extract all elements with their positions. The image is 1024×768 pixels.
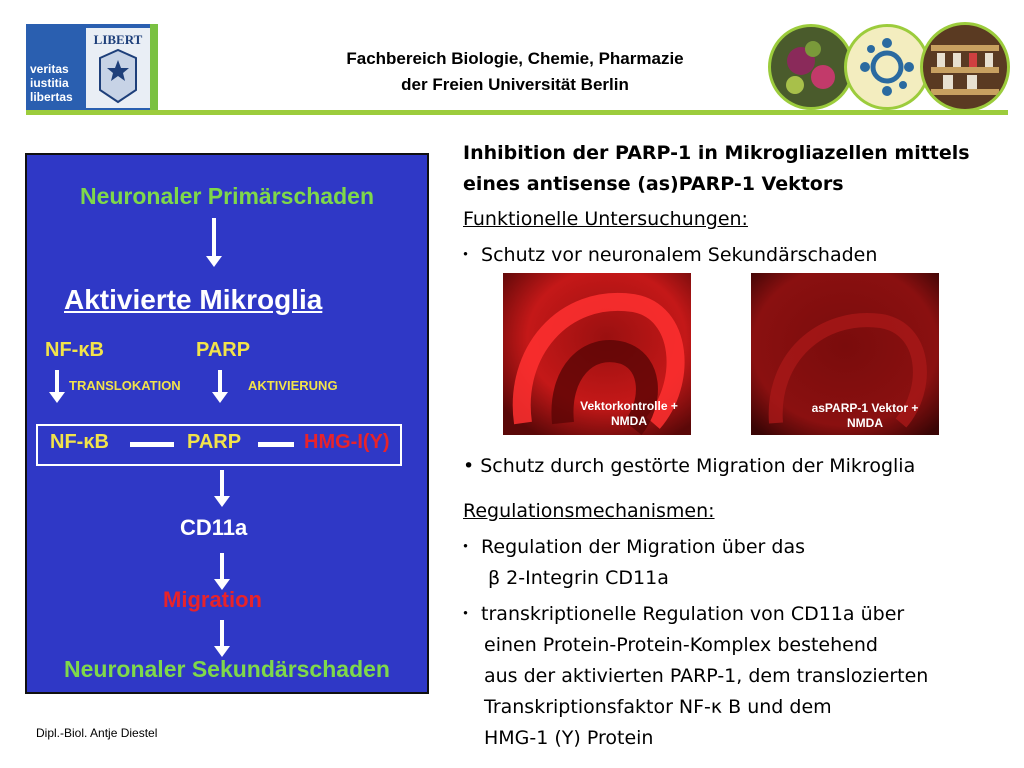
bullet-migration-disruption: • Schutz durch gestörte Migration der Mikroglia [463, 455, 916, 477]
slide-title-line1: Inhibition der PARP-1 in Mikrogliazellen mittels [463, 142, 970, 164]
complex-nfkb-label: NF-κB [50, 431, 109, 453]
bond-line [130, 442, 174, 447]
arrow-down-icon [212, 218, 216, 258]
bullet-protection-secondary: ・ Schutz vor neuronalem Sekundärschaden [456, 244, 878, 266]
migration-label: Migration [163, 587, 262, 612]
arrow-down-icon [218, 370, 222, 394]
regulation-heading: Regulationsmechanismen: [463, 500, 715, 522]
regulation-item-1-line1: ・ Regulation der Migration über das [456, 536, 806, 558]
complex-parp-label: PARP [187, 431, 242, 453]
arrow-down-icon [220, 620, 224, 648]
nfkb-label: NF-κB [45, 339, 104, 361]
page-title: Fachbereich Biologie, Chemie, Pharmazie der Freien Universität Berlin [346, 49, 684, 94]
seal-text: LIBERT [93, 32, 143, 47]
molecule-icon [844, 24, 930, 110]
author-footer: Dipl.-Biol. Antje Diestel [36, 726, 158, 740]
parp-label: PARP [196, 339, 251, 361]
regulation-item-2-line5: HMG-1 (Y) Protein [484, 727, 654, 749]
logo-motto: veritas iustitia libertas [30, 62, 73, 104]
slide-title-line2: eines antisense (as)PARP-1 Vektors [463, 173, 844, 195]
header-image-pharmacy [920, 22, 1010, 112]
university-logo [26, 24, 158, 112]
translocation-label: TRANSLOKATION [69, 378, 181, 393]
secondary-damage-label: Neuronaler Sekundärschaden [64, 656, 390, 682]
functional-heading: Funktionelle Untersuchungen: [463, 208, 748, 230]
bond-line [258, 442, 294, 447]
primary-damage-label: Neuronaler Primärschaden [79, 183, 374, 209]
activated-microglia-label: Aktivierte Mikroglia [64, 284, 323, 315]
arrow-down-icon [55, 370, 59, 394]
regulation-item-2-line1: ・ transkriptionelle Regulation von CD11a über [456, 603, 905, 625]
activation-label: AKTIVIERUNG [248, 378, 338, 393]
regulation-item-2-line4: Transkriptionsfaktor NF-κ B und dem [484, 696, 832, 718]
header-image-beetles [768, 24, 854, 110]
micrograph-caption-asparp: asPARP-1 Vektor + NMDA [811, 401, 919, 430]
arrow-down-icon [220, 553, 224, 581]
regulation-item-2-line2: einen Protein-Protein-Komplex bestehend [484, 634, 878, 656]
seal-emblem-icon [86, 28, 150, 108]
regulation-item-2-line3: aus der aktivierten PARP-1, dem translozierten [484, 665, 929, 687]
micrograph-caption-control: Vektorkontrolle + NMDA [580, 399, 678, 428]
arrow-down-icon [220, 470, 224, 498]
cd11a-label: CD11a [180, 515, 248, 540]
header-divider [26, 110, 1008, 115]
regulation-item-1-line2: β 2-Integrin CD11a [488, 567, 669, 589]
complex-hmg-label: HMG-I(Y) [304, 431, 390, 453]
